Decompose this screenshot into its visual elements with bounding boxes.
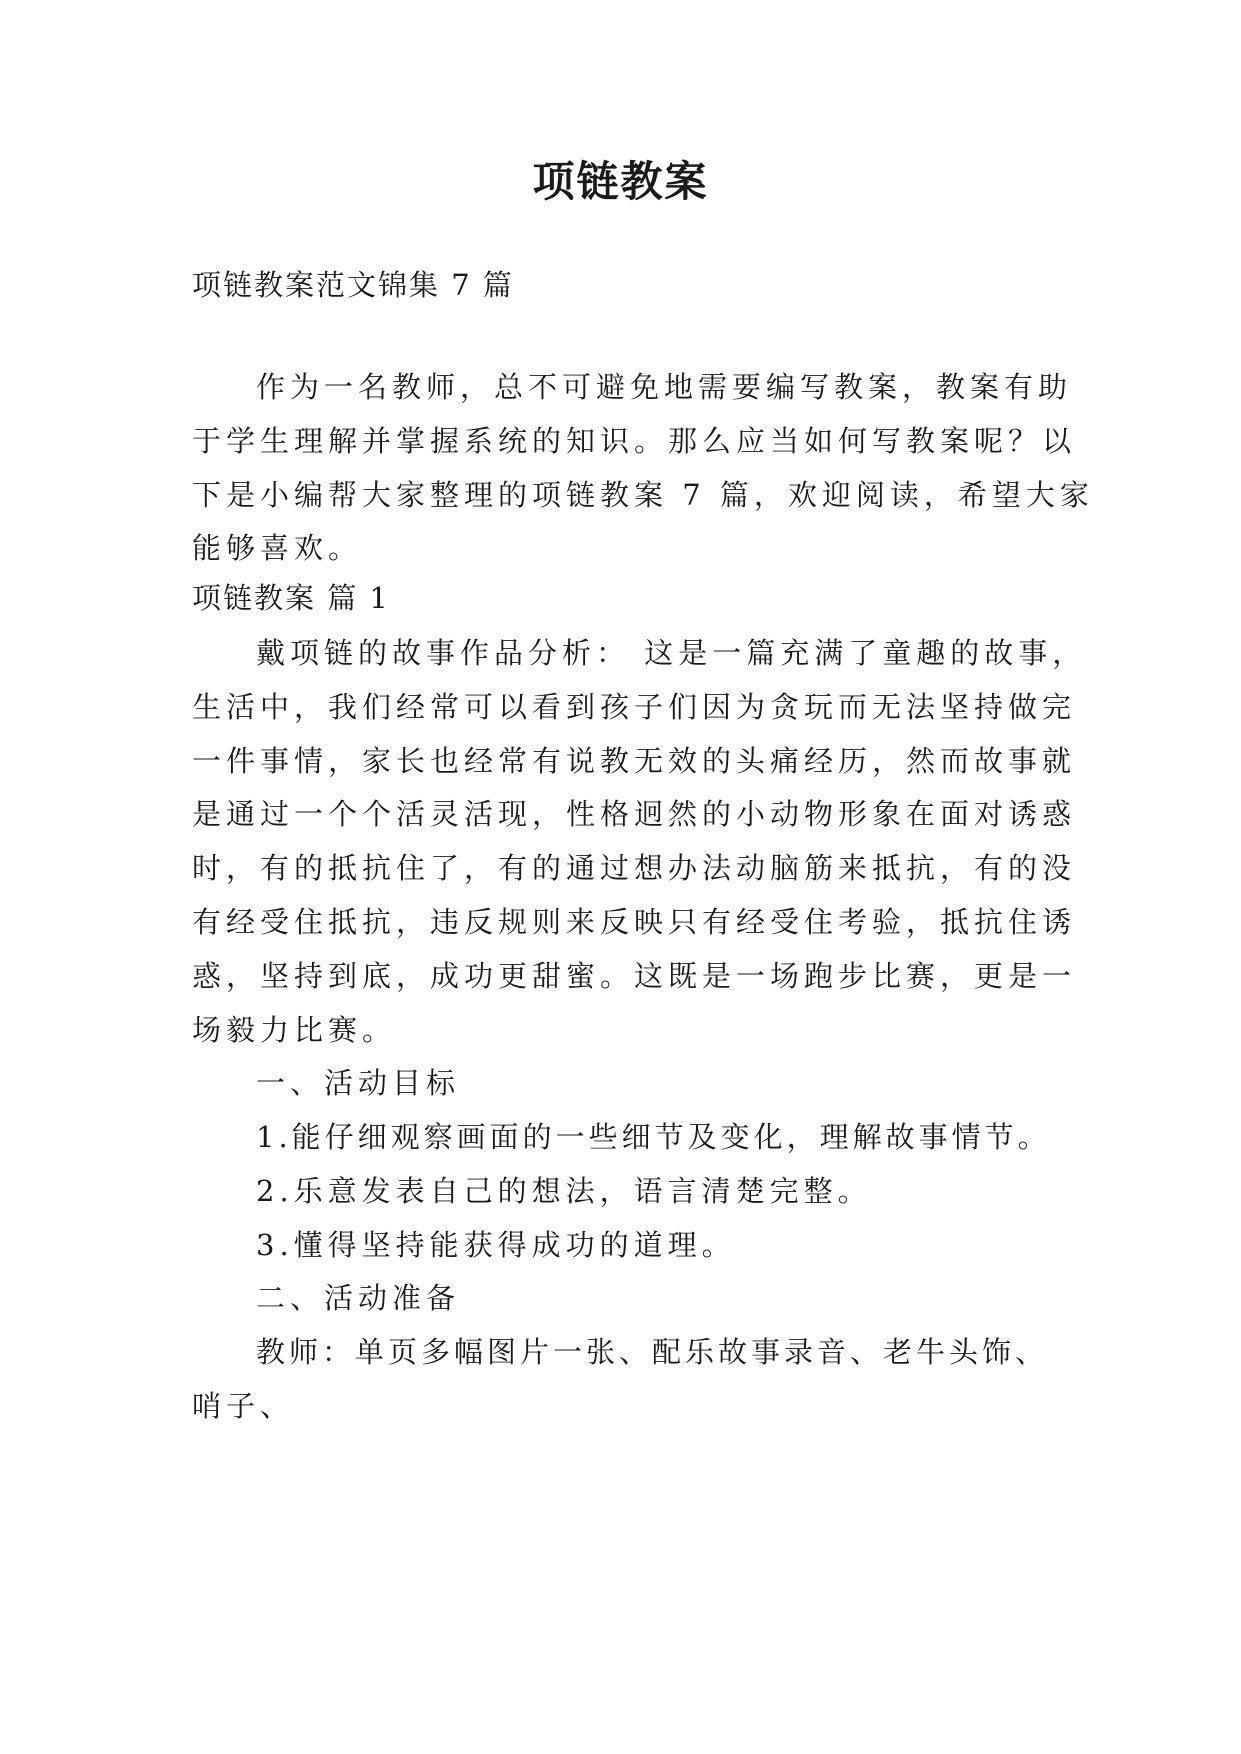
prep-heading: 二、活动准备 xyxy=(256,1281,461,1315)
prep-line-1: 教师：单页多幅图片一张、配乐故事录音、老牛头饰、 xyxy=(256,1335,1049,1369)
analysis-line-1: 戴项链的故事作品分析： 这是一篇充满了童趣的故事， xyxy=(256,636,1087,670)
intro-line-4: 能够喜欢。 xyxy=(192,531,363,565)
section-heading: 项链教案 篇 1 xyxy=(192,581,390,615)
intro-line-3: 下是小编帮大家整理的项链教案 7 篇，欢迎阅读，希望大家 xyxy=(192,478,1094,512)
goal-item-3: 3.懂得坚持能获得成功的道理。 xyxy=(256,1228,736,1262)
analysis-line-7: 惑，坚持到底，成功更甜蜜。这既是一场跑步比赛，更是一 xyxy=(192,959,1077,993)
analysis-line-6: 有经受住抵抗，违反规则来反映只有经受住考验，抵抗住诱 xyxy=(192,905,1077,939)
prep-line-2: 哨子、 xyxy=(192,1389,295,1423)
analysis-line-5: 时，有的抵抗住了，有的通过想办法动脑筋来抵抗，有的没 xyxy=(192,851,1077,885)
analysis-line-8: 场毅力比赛。 xyxy=(192,1013,397,1047)
goal-item-1: 1.能仔细观察画面的一些细节及变化，理解故事情节。 xyxy=(256,1120,1051,1154)
analysis-line-2: 生活中，我们经常可以看到孩子们因为贪玩而无法坚持做完 xyxy=(192,690,1077,724)
intro-line-2: 于学生理解并掌握系统的知识。那么应当如何写教案呢？以 xyxy=(192,424,1077,458)
goal-item-2: 2.乐意发表自己的想法，语言清楚完整。 xyxy=(256,1174,872,1208)
analysis-line-4: 是通过一个个活灵活现，性格迥然的小动物形象在面对诱惑 xyxy=(192,797,1077,831)
goals-heading: 一、活动目标 xyxy=(256,1066,461,1100)
document-title: 项链教案 xyxy=(532,157,709,206)
analysis-line-3: 一件事情，家长也经常有说教无效的头痛经历，然而故事就 xyxy=(192,744,1077,778)
intro-line-1: 作为一名教师，总不可避免地需要编写教案，教案有助 xyxy=(256,370,1073,404)
document-subtitle: 项链教案范文锦集 7 篇 xyxy=(192,268,514,302)
